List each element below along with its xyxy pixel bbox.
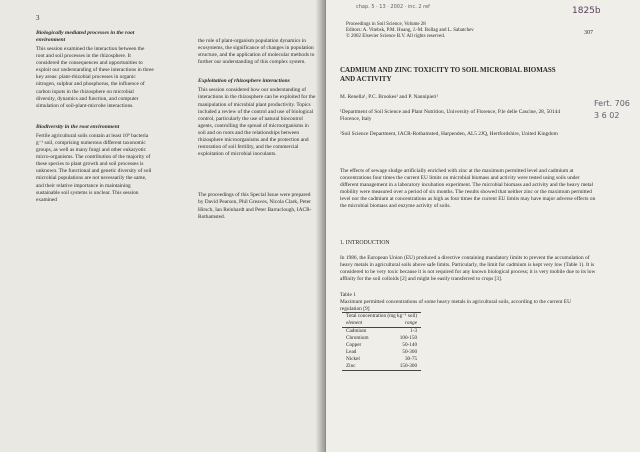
table-row (342, 342, 421, 349)
paragraph-exploitation: This session considered how our understanding of interactions in the rhizosphere can be exploited for the manipulation of microbial plant productivity. Topics included a review of the control and use of biological control, particularly the use of natural biocontrol agents, controlling the spread of microorganisms in soil and on roots and the relationships between rhizosphere microorganisms and the protection and restoration of soil fertility, and the commercial exploitation of microbial inoculants. (198, 87, 316, 158)
table-header-span: Total concentration (mg kg⁻¹ soil) (346, 313, 418, 319)
table-row (342, 335, 421, 342)
table-col-range: range (404, 320, 418, 326)
table-row (342, 349, 421, 356)
heading-biologically-mediated: Biologically mediated processes in the root environment (36, 30, 135, 43)
header-editors: Editors: A. Vitebsk, P.M. Huang, J.-M. Bollag and L. Sabatchev (346, 28, 474, 33)
table-cell-element: Chromium (346, 335, 369, 341)
table-cell-range: 150-300 (399, 363, 418, 369)
paragraph-session-1: This session examined the interaction between the root and soil processes in the rhizosphere. It considered the consequences and opportunities to exploit our understanding of these interactions in three key areas: plant-rhizobial processes in organic nitrogen, sulphur and phosphorus, the influence of carbon inputs in the rhizosphere on microbial diversity, dynamics and function, and computer simulation of soil-plant-microbe interactions. (36, 46, 154, 109)
left-page-number: 3 (36, 14, 40, 22)
handwritten-annotation-top: chap. 5 · 13 · 2002 · inc. 2 ref (356, 4, 430, 10)
table-caption (340, 292, 590, 313)
authors-block (340, 94, 570, 140)
paragraph-population-dynamics: the role of plant-organism population dynamics in ecosystems, the significance of changes in population structure, and the application of molecular methods to further our understanding of this complex system. (198, 38, 315, 66)
table-row (342, 363, 421, 371)
header-publisher: © 2002 Elsevier Science B.V. All rights reserved. (346, 34, 445, 39)
margin-note-2: 3 6 02 (594, 111, 620, 120)
paragraph-introduction: In 1986, the European Union (EU) produced a directive containing mandatory limits to prevent the accumulation of heavy metals in agricultural soils above safe limits. Particularly, the limit for cadmium is kept very low (Table 1). It is considered to be very toxic because it is not required for any known biological process; it is very mobile due to its low affinity for the soil colloids [2] and might be easily transferred to crops [3]. (340, 255, 596, 283)
heavy-metal-table (342, 312, 421, 371)
table-cell-element: Copper (346, 342, 362, 348)
table-description: Maximum permitted concentrations of some heavy metals in agricultural soils, according to the current EU regulation [9] (340, 299, 571, 312)
heading-biodiversity: Biodiversity in the root environment (36, 123, 120, 130)
affiliation-2: ²Soil Science Department, IACR-Rothamsted, Harpenden, AL5 2JQ, Hertfordshire, United Kingdom (340, 131, 558, 138)
table-cell-element: Nickel (346, 356, 360, 362)
right-page-number: 307 (584, 30, 593, 36)
abstract: The effects of sewage sludge artificially enriched with zinc at the maximum permitted level and cadmium at concentrations four times the current EU limits on microbial biomass and activity were tested using soils under different management in a laboratory incubation experiment. The microbial biomass and activity and the heavy metal mobility were measured over a period of six months. The results showed that neither zinc or the maximum permitted level nor the cadmium at concentrations as high as four times the current EU limits may have major adverse effects on the microbial biomass and enzyme activity of soils. (340, 168, 596, 210)
margin-note-1: Fert. 706 (594, 99, 630, 108)
left-column-2 (198, 38, 316, 223)
affiliation-1: ¹Department of Soil Science and Plant Nutrition, University of Florence, P.le delle Cascine, 28, 50144 Florence, Italy (340, 109, 561, 123)
paragraph-proceedings-credits: The proceedings of this Special Issue were prepared by David Pearson, Phil Greaves, Nicola Clark, Peter Hirsch, Ian Reinhardt and Peter Barraclough, IACR-Rothamsted. (198, 192, 312, 220)
header-journal: Proceedings in Soil Science, Volume 28 (346, 22, 426, 27)
table-cell-range: 50-140 (402, 342, 418, 348)
section-heading-introduction: 1. INTRODUCTION (340, 240, 390, 246)
table-cell-element: Zinc (346, 363, 356, 369)
table-row (342, 356, 421, 363)
table-label: Table 1 (340, 292, 356, 298)
handwritten-code: 1825b (572, 6, 601, 16)
right-page (326, 0, 640, 452)
paragraph-biodiversity: Fertile agricultural soils contain at least 10⁹ bacteria g⁻¹ soil, comprising numerous different taxonomic groups, as well as many fungi and other eukaryotic micro-organisms. The contribution of the majority of these species to plant growth and soil processes is unknown. The functional and genetic diversity of soil microbial populations are not necessarily the same, and their relative importance in maintaining sustainable soil systems is unclear. This session examined (36, 132, 152, 203)
heading-exploitation: Exploitation of rhizosphere interactions (198, 78, 290, 85)
introduction-section (340, 240, 596, 285)
table-cell-element: Lead (346, 349, 357, 355)
table-row (342, 328, 421, 336)
left-column-1 (36, 30, 154, 206)
authors: M. Renella¹, P.C. Brookes² and P. Nannipieri¹ (340, 94, 439, 100)
table-cell-element: Cadmium (346, 328, 367, 334)
table-cell-range: 100-150 (399, 335, 418, 341)
journal-header (346, 22, 536, 40)
table-cell-range: 1-3 (410, 328, 418, 334)
table-col-element: element (346, 320, 363, 326)
article-title: CADMIUM AND ZINC TOXICITY TO SOIL MICROBIAL BIOMASS AND ACTIVITY (340, 66, 556, 83)
handwritten-margin-note (594, 98, 630, 122)
table-cell-range: 30-75 (404, 356, 418, 362)
table-cell-range: 50-300 (402, 349, 418, 355)
table-body (342, 328, 421, 371)
